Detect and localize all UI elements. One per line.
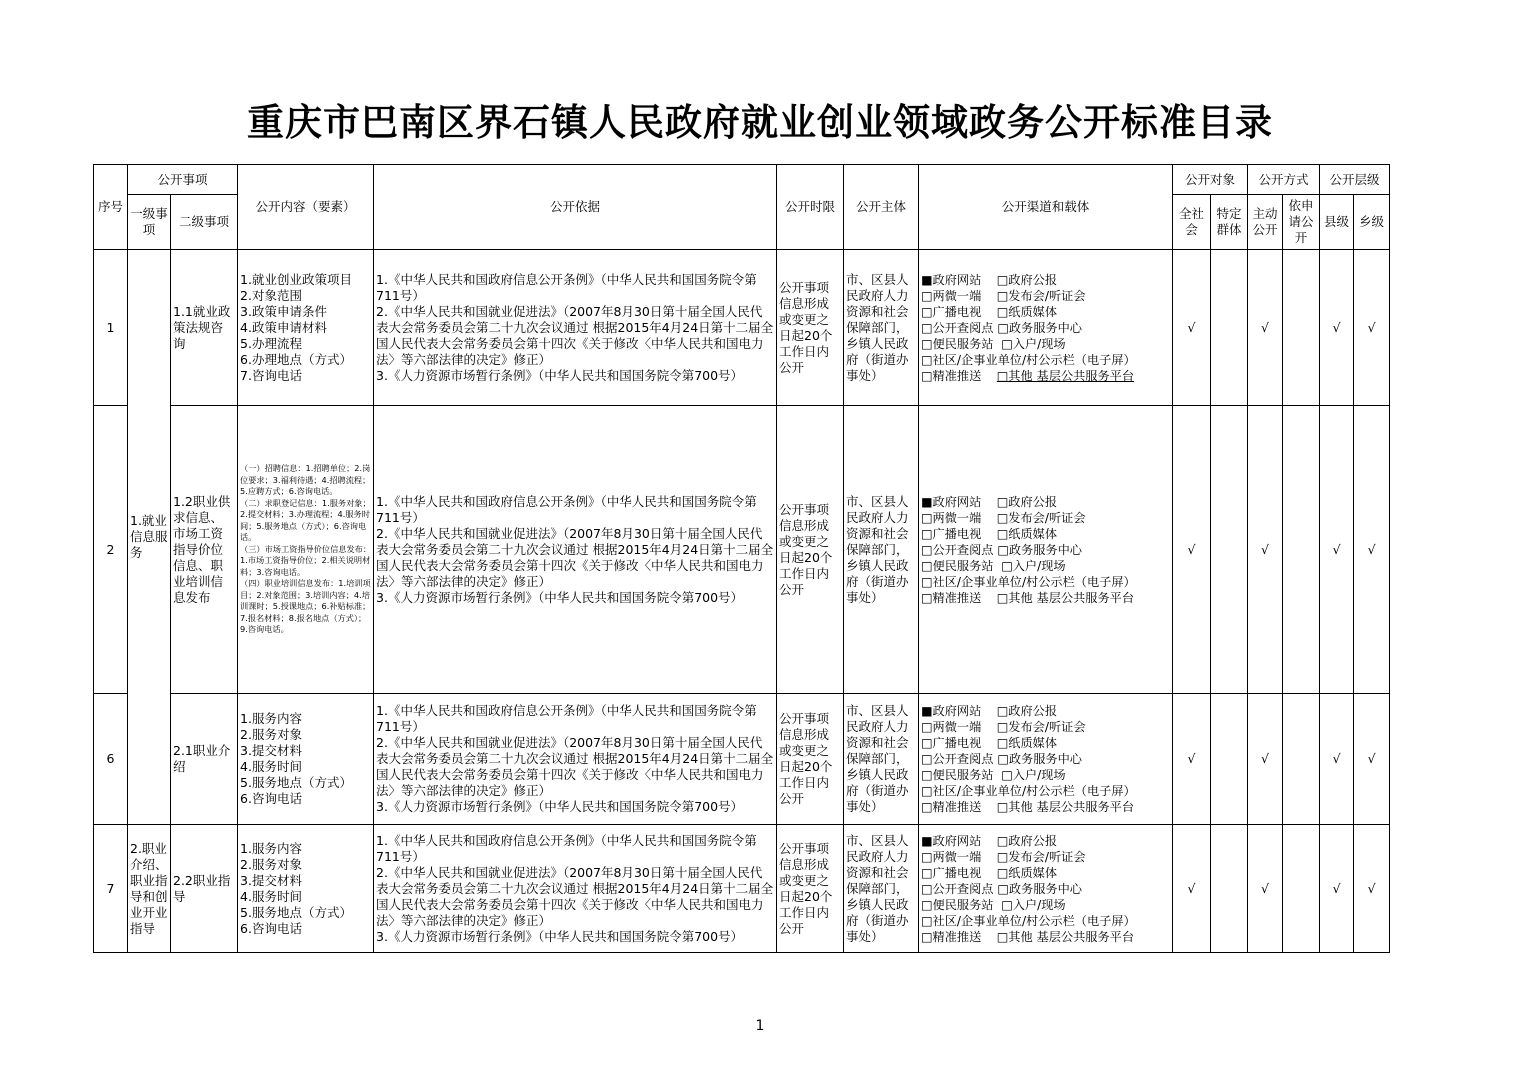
row-specific <box>1211 250 1248 406</box>
row-county: √ <box>1320 406 1354 694</box>
row-county: √ <box>1320 694 1354 825</box>
row-town: √ <box>1354 825 1390 953</box>
row-town: √ <box>1354 406 1390 694</box>
row-apply <box>1283 406 1320 694</box>
row-specific <box>1211 825 1248 953</box>
table-row <box>94 406 1390 694</box>
table-row <box>94 825 1390 953</box>
row-active: √ <box>1248 250 1283 406</box>
header-time: 公开时限 <box>777 165 844 250</box>
row-channels: ■政府网站 □政府公报 □两微一端 □发布会/听证会 □广播电视 □纸质媒体 □公开查阅点 □政务服务中心 □便民服务站 □入户/现场 □社区/企事业单位/村公示栏（电子屏） □精准推送 □其他 基层公共服务平台 <box>919 406 1173 694</box>
row-level2: 2.1职业介绍 <box>171 694 238 825</box>
table-row <box>94 250 1390 406</box>
row-subject: 市、区县人民政府人力资源和社会保障部门，乡镇人民政府（街道办事处） <box>844 825 919 953</box>
row-basis: 1.《中华人民共和国政府信息公开条例》（中华人民共和国国务院令第711号） 2.《中华人民共和国就业促进法》（2007年8月30日第十届全国人民代表大会常务委员会第二十九次会议通过 根据2015年4月24日第十二届全国人民代表大会常务委员会第十四次《关于修改〈中华人民共和国电力法〉等六部法律的决定》修正） 3.《人力资源市场暂行条例》（中华人民共和国国务院令第700号） <box>374 250 777 406</box>
row-all: √ <box>1173 825 1211 953</box>
page-number: 1 <box>755 1018 765 1034</box>
row-subject: 市、区县人民政府人力资源和社会保障部门，乡镇人民政府（街道办事处） <box>844 406 919 694</box>
row-specific <box>1211 406 1248 694</box>
page-title: 重庆市巴南区界石镇人民政府就业创业领域政务公开标准目录 <box>247 100 1273 144</box>
row-basis: 1.《中华人民共和国政府信息公开条例》（中华人民共和国国务院令第711号） 2.《中华人民共和国就业促进法》（2007年8月30日第十届全国人民代表大会常务委员会第二十九次会议通过 根据2015年4月24日第十二届全国人民代表大会常务委员会第十四次《关于修改〈中华人民共和国电力法〉等六部法律的决定》修正） 3.《人力资源市场暂行条例》（中华人民共和国国务院令第700号） <box>374 406 777 694</box>
row-subject: 市、区县人民政府人力资源和社会保障部门，乡镇人民政府（街道办事处） <box>844 694 919 825</box>
row-all: √ <box>1173 250 1211 406</box>
row-county: √ <box>1320 250 1354 406</box>
row-channels: ■政府网站 □政府公报 □两微一端 □发布会/听证会 □广播电视 □纸质媒体 □公开查阅点 □政务服务中心 □便民服务站 □入户/现场 □社区/企事业单位/村公示栏（电子屏） □精准推送 □其他 基层公共服务平台 <box>919 250 1173 406</box>
table-row <box>94 694 1390 825</box>
row-time: 公开事项信息形成或变更之日起20个工作日内公开 <box>777 694 844 825</box>
header-method: 公开方式 <box>1248 165 1320 195</box>
group-label: 2.职业介绍、职业指导和创业开业指导 <box>128 825 171 953</box>
header-level-county: 县级 <box>1320 195 1354 250</box>
row-time: 公开事项信息形成或变更之日起20个工作日内公开 <box>777 406 844 694</box>
row-all: √ <box>1173 406 1211 694</box>
row-content: 1.服务内容 2.服务对象 3.提交材料 4.服务时间 5.服务地点（方式） 6.咨询电话 <box>238 694 374 825</box>
row-active: √ <box>1248 825 1283 953</box>
header-level2: 二级事项 <box>171 195 238 250</box>
row-subject: 市、区县人民政府人力资源和社会保障部门，乡镇人民政府（街道办事处） <box>844 250 919 406</box>
header-basis: 公开依据 <box>374 165 777 250</box>
header-target: 公开对象 <box>1173 165 1248 195</box>
row-seq: 1 <box>94 250 128 406</box>
row-content: 1.就业创业政策项目 2.对象范围 3.政策申请条件 4.政策申请材料 5.办理流程 6.办理地点（方式） 7.咨询电话 <box>238 250 374 406</box>
row-seq: 2 <box>94 406 128 694</box>
catalog-table <box>93 164 1390 953</box>
row-seq: 7 <box>94 825 128 953</box>
row-town: √ <box>1354 250 1390 406</box>
header-seq: 序号 <box>94 165 128 250</box>
row-all: √ <box>1173 694 1211 825</box>
header-item: 公开事项 <box>128 165 238 195</box>
row-apply <box>1283 250 1320 406</box>
row-seq: 6 <box>94 694 128 825</box>
header-target-specific: 特定群体 <box>1211 195 1248 250</box>
row-apply <box>1283 825 1320 953</box>
row-content: （一）招聘信息：1.招聘单位；2.岗位要求；3.福利待遇；4.招聘流程；5.应聘方式；6.咨询电话。 （二）求职登记信息：1.服务对象；2.提交材料；3.办理流程；4.服务时间；5.服务地点（方式）；6.咨询电话。 （三）市场工资指导价位信息发布：1.市场工资指导价位；2.相关说明材料；3.咨询电话。 （四）职业培训信息发布：1.培训项目；2.对象范围；3.培训内容；4.培训课时；5.授课地点；6.补贴标准；7.报名材料；8.报名地点（方式）；9.咨询电话。 <box>238 406 374 694</box>
row-basis: 1.《中华人民共和国政府信息公开条例》（中华人民共和国国务院令第711号） 2.《中华人民共和国就业促进法》（2007年8月30日第十届全国人民代表大会常务委员会第二十九次会议通过 根据2015年4月24日第十二届全国人民代表大会常务委员会第十四次《关于修改〈中华人民共和国电力法〉等六部法律的决定》修正） 3.《人力资源市场暂行条例》（中华人民共和国国务院令第700号） <box>374 694 777 825</box>
row-level2: 1.2职业供求信息、市场工资指导价位信息、职业培训信息发布 <box>171 406 238 694</box>
header-level: 公开层级 <box>1320 165 1390 195</box>
row-active: √ <box>1248 406 1283 694</box>
row-basis: 1.《中华人民共和国政府信息公开条例》（中华人民共和国国务院令第711号） 2.《中华人民共和国就业促进法》（2007年8月30日第十届全国人民代表大会常务委员会第二十九次会议通过 根据2015年4月24日第十二届全国人民代表大会常务委员会第十四次《关于修改〈中华人民共和国电力法〉等六部法律的决定》修正） 3.《人力资源市场暂行条例》（中华人民共和国国务院令第700号） <box>374 825 777 953</box>
header-method-apply: 依申请公开 <box>1283 195 1320 250</box>
header-content: 公开内容（要素） <box>238 165 374 250</box>
row-level2: 1.1就业政策法规咨询 <box>171 250 238 406</box>
header-subject: 公开主体 <box>844 165 919 250</box>
header-method-active: 主动公开 <box>1248 195 1283 250</box>
row-channels: ■政府网站 □政府公报 □两微一端 □发布会/听证会 □广播电视 □纸质媒体 □公开查阅点 □政务服务中心 □便民服务站 □入户/现场 □社区/企事业单位/村公示栏（电子屏） □精准推送 □其他 基层公共服务平台 <box>919 694 1173 825</box>
row-specific <box>1211 694 1248 825</box>
header-level-town: 乡级 <box>1354 195 1390 250</box>
row-level2: 2.2职业指导 <box>171 825 238 953</box>
row-apply <box>1283 694 1320 825</box>
row-county: √ <box>1320 825 1354 953</box>
header-channel: 公开渠道和载体 <box>919 165 1173 250</box>
header-level1: 一级事项 <box>128 195 171 250</box>
row-active: √ <box>1248 694 1283 825</box>
row-content: 1.服务内容 2.服务对象 3.提交材料 4.服务时间 5.服务地点（方式） 6.咨询电话 <box>238 825 374 953</box>
row-time: 公开事项信息形成或变更之日起20个工作日内公开 <box>777 825 844 953</box>
row-time: 公开事项信息形成或变更之日起20个工作日内公开 <box>777 250 844 406</box>
row-channels: ■政府网站 □政府公报 □两微一端 □发布会/听证会 □广播电视 □纸质媒体 □公开查阅点 □政务服务中心 □便民服务站 □入户/现场 □社区/企事业单位/村公示栏（电子屏） □精准推送 □其他 基层公共服务平台 <box>919 825 1173 953</box>
group-label: 1.就业信息服务 <box>128 250 171 825</box>
row-town: √ <box>1354 694 1390 825</box>
header-target-all: 全社会 <box>1173 195 1211 250</box>
